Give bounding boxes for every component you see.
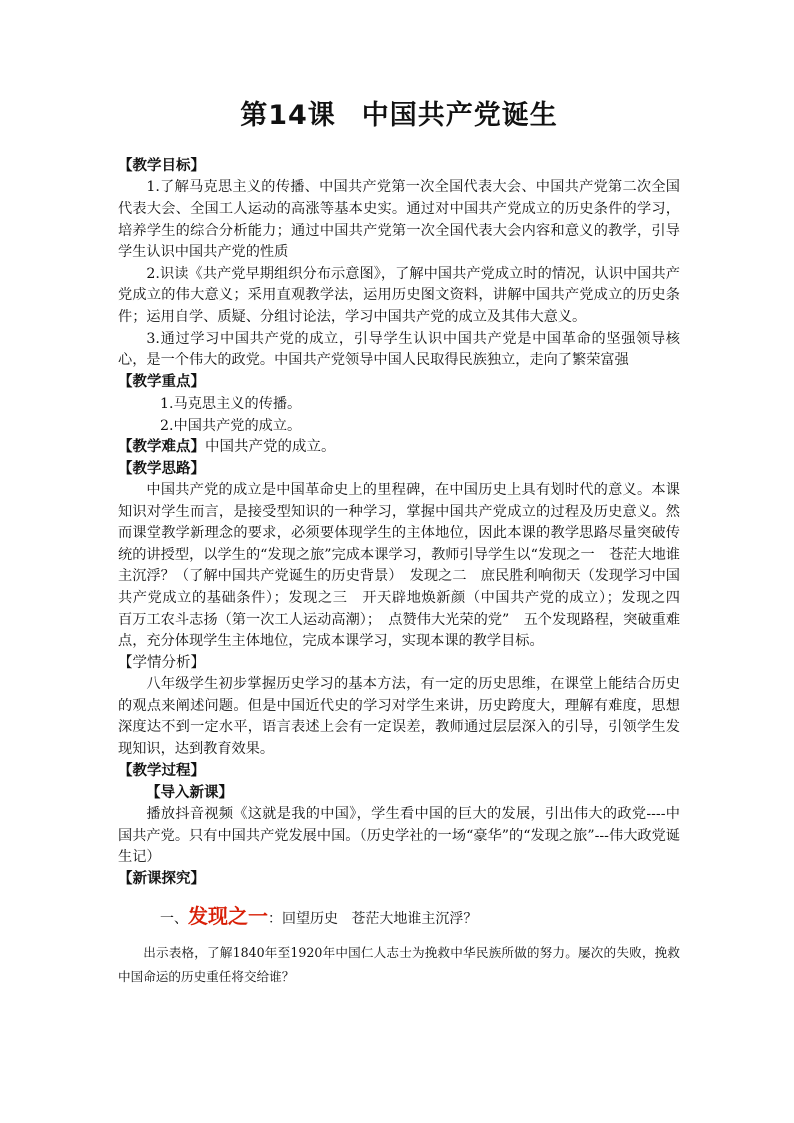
key-points-heading: 【教学重点】 — [118, 373, 205, 390]
key-point-item: 1.马克思主义的传播。 — [160, 396, 302, 413]
difficulty-line — [118, 437, 680, 458]
process-heading: 【教学过程】 — [118, 762, 205, 779]
key-point-item: 2.中国共产党的成立。 — [160, 418, 302, 435]
title-lesson: 第14课 — [240, 100, 336, 131]
analysis-heading: 【学情分析】 — [118, 654, 205, 671]
goals-paragraph-1: 1.了解马克思主义的传播、中国共产党第一次全国代表大会、中国共产党第二次全国代表大会、全国工人运动的高涨等基本史实。通过对中国共产党成立的历史条件的学习，培养学生的综合分析能力；通过中国共产党第一次全国代表大会内容和意义的教学，引导学生认识中国共产党的性质 — [118, 179, 680, 261]
goals-paragraph-3: 3.通过学习中国共产党的成立，引导学生认识中国共产党是中国革命的坚强领导核心，是一个伟大的政党。中国共产党领导中国人民取得民族独立，走向了繁荣富强 — [118, 330, 680, 369]
explore-heading: 【新课探究】 — [118, 870, 205, 887]
discovery-1-heading — [118, 902, 680, 933]
goals-heading: 【教学目标】 — [118, 158, 205, 174]
difficulty-text: 中国共产党的成立。 — [205, 439, 336, 456]
discovery-1-name: 发现之一 — [188, 904, 268, 929]
discovery-1-prefix: 一、 — [160, 911, 188, 928]
discovery-1-sub1: 回望历史 — [282, 911, 338, 928]
document-page — [118, 96, 695, 989]
intro-heading: 【导入新课】 — [146, 784, 233, 801]
discovery-1-separator: ： — [268, 911, 282, 928]
discovery-1-sub2: 苍茫大地谁主沉浮？ — [351, 911, 478, 928]
difficulty-heading: 【教学难点】 — [118, 439, 205, 456]
page-title — [118, 96, 680, 136]
analysis-paragraph: 八年级学生初步掌握历史学习的基本方法，有一定的历史思维，在课堂上能结合历史的观点来阐述问题。但是中国近代史的学习对学生来讲，历史跨度大，理解有难度，思想深度达不到一定水平，语言表述上会有一定误差，教师通过层层深入的引导，引领学生发现知识，达到教育效果。 — [118, 676, 680, 757]
goals-paragraph-2: 2.识读《共产党早期组织分布示意图》，了解中国共产党成立时的情况，认识中国共产党成立的伟大意义；采用直观教学法，运用历史图文资料，讲解中国共产党成立的历史条件；运用自学、质疑、分组讨论法，学习中国共产党的成立及其伟大意义。 — [118, 265, 680, 325]
discovery-1-paragraph: 出示表格，了解1840年至1920年中国仁人志士为挽救中华民族所做的努力。屡次的失败，挽救中国命运的历史重任将交给谁？ — [118, 945, 680, 985]
approach-paragraph: 中国共产党的成立是中国革命史上的里程碑，在中国历史上具有划时代的意义。本课知识对学生而言，是接受型知识的一种学习，掌握中国共产党成立的过程及历史意义。然而课堂教学新理念的要求，必须要体现学生的主体地位，因此本课的教学思路尽量突破传统的讲授型，以学生的“发现之旅”完成本课学习，教师引导学生以“发现之一 苍茫大地谁主沉浮？（了解中国共产党诞生的历史背景） 发现之二 庶民胜利响彻天（发现学习中国共产党成立的基础条件）；发现之三 开天辟地焕新颜（中国共产党的成立）；发现之四 百万工农斗志扬（第一次工人运动高潮）； 点赞伟大光荣的党” 五个发现路程，突破重难点，充分体现学生主体地位，完成本课学习，实现本课的教学目标。 — [118, 481, 695, 650]
approach-heading: 【教学思路】 — [118, 460, 205, 477]
intro-paragraph: 播放抖音视频《这就是我的中国》，学生看中国的巨大的发展，引出伟大的政党----中国共产党。只有中国共产党发展中国。（历史学社的一场“豪华”的“发现之旅”---伟大政党诞生记） — [118, 805, 680, 866]
title-topic: 中国共产党诞生 — [361, 100, 558, 131]
